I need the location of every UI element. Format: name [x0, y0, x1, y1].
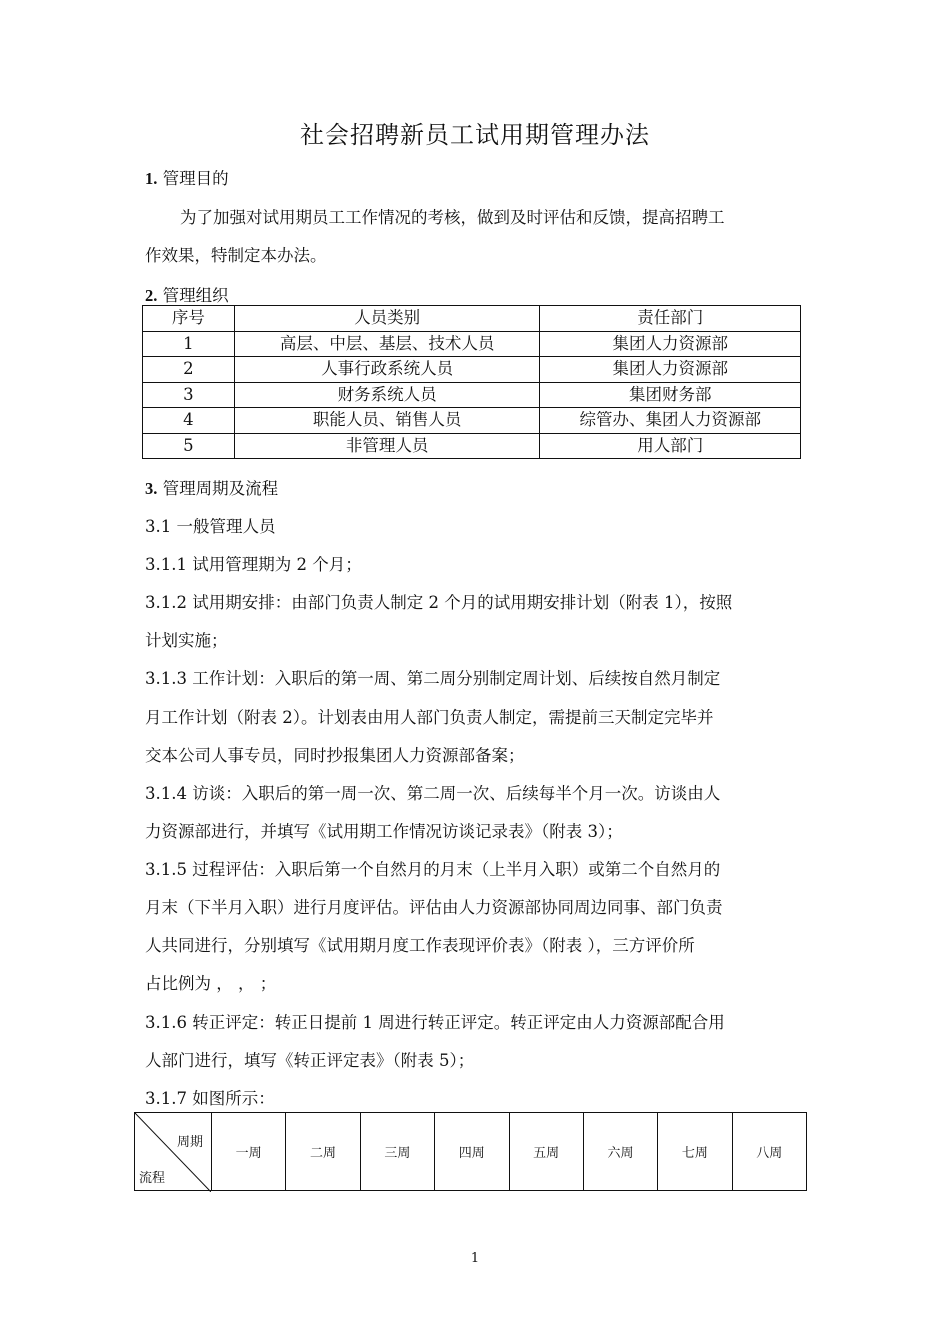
- table-cell: 集团人力资源部: [540, 331, 801, 357]
- section-3-number: 3.: [145, 479, 158, 498]
- process-label: 流程: [139, 1171, 166, 1186]
- period-label: 周期: [176, 1135, 203, 1150]
- section-3-line: 3.1.3 工作计划：入职后的第一周、第二周分别制定周计划、后续按自然月制定: [145, 669, 721, 688]
- week-header-cell: 四周: [435, 1113, 509, 1191]
- section-3-line: 3.1.6 转正评定：转正日提前 1 周进行转正评定。转正评定由人力资源部配合用: [145, 1013, 725, 1032]
- section-1-paragraph-line-1: 为了加强对试用期员工工作情况的考核，做到及时评估和反馈，提高招聘工: [180, 208, 725, 227]
- table-cell: 高层、中层、基层、技术人员: [234, 331, 540, 357]
- table-row: [143, 357, 801, 383]
- process-schedule-table: [134, 1112, 807, 1191]
- table-cell: 2: [143, 357, 235, 383]
- section-3-line: 月末（下半月入职）进行月度评估。评估由人力资源部协同周边同事、部门负责: [145, 898, 723, 917]
- section-3-line: 力资源部进行，并填写《试用期工作情况访谈记录表》（附表 3）；: [145, 822, 623, 841]
- section-2-title: 管理组织: [162, 286, 229, 305]
- section-3-line: 3.1.2 试用期安排：由部门负责人制定 2 个月的试用期安排计划（附表 1），按照: [145, 593, 733, 612]
- section-3-line: 3.1.4 访谈：入职后的第一周一次、第二周一次、后续每半个月一次。访谈由人: [145, 784, 721, 803]
- table-cell: 3: [143, 382, 235, 408]
- header-cell: 人员类别: [234, 306, 540, 332]
- table-cell: 财务系统人员: [234, 382, 540, 408]
- document-title: 社会招聘新员工试用期管理办法: [300, 121, 650, 149]
- table-cell: 1: [143, 331, 235, 357]
- week-header-cell: 二周: [286, 1113, 360, 1191]
- table-cell: 职能人员、销售人员: [234, 408, 540, 434]
- page-number: 1: [470, 1251, 480, 1266]
- table-cell: 人事行政系统人员: [234, 357, 540, 383]
- section-2-heading: [145, 282, 810, 306]
- section-3-line: 交本公司人事专员，同时抄报集团人力资源部备案；: [145, 746, 525, 765]
- section-1-number: 1.: [145, 169, 158, 188]
- section-3-line: 3.1 一般管理人员: [145, 517, 276, 536]
- section-3-line: 3.1.5 过程评估：入职后第一个自然月的月末（上半月入职）或第二个自然月的: [145, 860, 721, 879]
- table-cell: 综管办、集团人力资源部: [540, 408, 801, 434]
- table-cell: 4: [143, 408, 235, 434]
- week-header-cell: 六周: [583, 1113, 657, 1191]
- schedule-header-row: [135, 1113, 807, 1191]
- table-cell: 非管理人员: [234, 433, 540, 459]
- week-header-cell: 八周: [732, 1113, 806, 1191]
- week-header-cell: 一周: [212, 1113, 286, 1191]
- table-row: [143, 331, 801, 357]
- header-cell: 责任部门: [540, 306, 801, 332]
- table-cell: 5: [143, 433, 235, 459]
- table-row: [143, 382, 801, 408]
- section-2-number: 2.: [145, 286, 158, 305]
- section-3-line: 计划实施；: [145, 631, 228, 650]
- section-3-line: 3.1.1 试用管理期为 2 个月；: [145, 555, 362, 574]
- section-3-line: 人部门进行，填写《转正评定表》（附表 5）；: [145, 1051, 475, 1070]
- section-1-heading: [145, 165, 810, 189]
- week-header-cell: 五周: [509, 1113, 583, 1191]
- table-cell: 集团人力资源部: [540, 357, 801, 383]
- section-3-heading: [145, 475, 810, 499]
- management-organization-table: [142, 305, 801, 459]
- section-3-line: 月工作计划（附表 2）。计划表由用人部门负责人制定，需提前三天制定完毕并: [145, 708, 714, 727]
- section-3-line: 占比例为 ， ， ；: [145, 974, 277, 993]
- table-row: [143, 433, 801, 459]
- table-cell: 用人部门: [540, 433, 801, 459]
- header-cell: 序号: [143, 306, 235, 332]
- table-row: [143, 408, 801, 434]
- week-header-cell: 三周: [360, 1113, 434, 1191]
- section-1-title: 管理目的: [162, 169, 229, 188]
- table-header-row: [143, 306, 801, 332]
- section-3-line: 3.1.7 如图所示：: [145, 1089, 275, 1108]
- section-3-title: 管理周期及流程: [162, 479, 279, 498]
- section-1-paragraph-line-2: 作效果，特制定本办法。: [145, 246, 327, 265]
- table-cell: 集团财务部: [540, 382, 801, 408]
- diagonal-header-cell: [135, 1113, 212, 1191]
- week-header-cell: 七周: [658, 1113, 732, 1191]
- section-3-line: 人共同进行，分别填写《试用期月度工作表现评价表》（附表 ），三方评价所: [145, 936, 695, 955]
